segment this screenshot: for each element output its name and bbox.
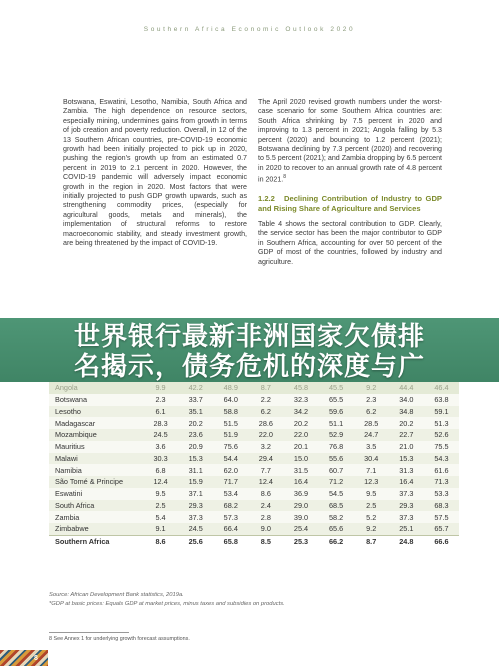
table-row	[49, 382, 459, 394]
value-cell: 9.0	[248, 523, 283, 535]
value-cell: 31.5	[283, 464, 318, 476]
value-cell: 60.7	[319, 464, 354, 476]
value-cell: 3.6	[143, 441, 178, 453]
value-cell: 24.5	[143, 429, 178, 441]
value-cell: 51.3	[424, 417, 459, 429]
country-cell: Namibia	[49, 464, 143, 476]
value-cell: 9.9	[143, 382, 178, 394]
table-row	[49, 453, 459, 465]
country-cell: Mauritius	[49, 441, 143, 453]
value-cell: 8.5	[248, 535, 283, 547]
value-cell: 55.6	[319, 453, 354, 465]
value-cell: 37.3	[178, 511, 213, 523]
left-column	[63, 98, 247, 252]
value-cell: 31.1	[178, 464, 213, 476]
value-cell: 54.5	[319, 488, 354, 500]
value-cell: 51.9	[213, 429, 248, 441]
value-cell: 6.2	[248, 406, 283, 418]
overlay-banner-text	[0, 322, 499, 382]
value-cell: 31.3	[389, 464, 424, 476]
table-row	[49, 441, 459, 453]
value-cell: 12.4	[143, 476, 178, 488]
value-cell: 65.6	[319, 523, 354, 535]
value-cell: 45.5	[319, 382, 354, 394]
value-cell: 61.6	[424, 464, 459, 476]
left-paragraph: Botswana, Eswatini, Lesotho, Namibia, South Africa and Zambia. The high dependence on resource sectors, especially mining, undermines gains from growth in terms of job creation and poverty reduction. Overall, in 12 of the 13 Southern African countries, pre-COVID-19 economic growth had been initially projected to pick up in 2020, pushing the region's growth up from an estimated 0.7 percent in 2019 to 2.1 percent in 2020. However, the COVID-19 pandemic will adversely impact economic growth in the region in 2020. Most factors that were initially projected to push GDP growth upwards, such as strengthening commodity prices, (especially for agricultural goods, metals and minerals), the implementation of structural reforms to restore macroeconomic stability, and steady investment growth, are being threatened by the impact of COVID-19.	[63, 98, 247, 248]
banner-line-2: 名揭示，债务危机的深度与广	[73, 352, 425, 382]
value-cell: 15.0	[283, 453, 318, 465]
value-cell: 34.2	[283, 406, 318, 418]
value-cell: 3.2	[248, 441, 283, 453]
value-cell: 48.9	[213, 382, 248, 394]
value-cell: 37.3	[389, 488, 424, 500]
value-cell: 58.2	[319, 511, 354, 523]
value-cell: 29.4	[248, 453, 283, 465]
value-cell: 59.6	[319, 406, 354, 418]
value-cell: 35.1	[178, 406, 213, 418]
value-cell: 8.7	[248, 382, 283, 394]
value-cell: 7.1	[354, 464, 389, 476]
value-cell: 24.8	[389, 535, 424, 547]
value-cell: 20.2	[283, 417, 318, 429]
value-cell: 2.5	[354, 500, 389, 512]
value-cell: 2.2	[248, 394, 283, 406]
value-cell: 57.3	[213, 511, 248, 523]
table-row	[49, 535, 459, 547]
value-cell: 71.7	[213, 476, 248, 488]
value-cell: 16.4	[389, 476, 424, 488]
table-row	[49, 406, 459, 418]
value-cell: 6.2	[354, 406, 389, 418]
value-cell: 54.3	[424, 453, 459, 465]
value-cell: 22.0	[248, 429, 283, 441]
table-notes	[49, 591, 285, 608]
table-row	[49, 429, 459, 441]
value-cell: 75.5	[424, 441, 459, 453]
value-cell: 24.7	[354, 429, 389, 441]
subheading-number: 1.2.2	[258, 194, 275, 204]
value-cell: 53.3	[424, 488, 459, 500]
country-cell: Lesotho	[49, 406, 143, 418]
value-cell: 20.9	[178, 441, 213, 453]
banner-line-1: 世界银行最新非洲国家欠债排	[73, 322, 425, 352]
value-cell: 25.6	[178, 535, 213, 547]
value-cell: 2.4	[248, 500, 283, 512]
value-cell: 33.7	[178, 394, 213, 406]
value-cell: 66.6	[424, 535, 459, 547]
value-cell: 20.2	[389, 417, 424, 429]
subheading-text: Declining Contribution of Industry to GDP and Rising Share of Agriculture and Services	[258, 194, 442, 214]
value-cell: 62.0	[213, 464, 248, 476]
value-cell: 29.0	[283, 500, 318, 512]
value-cell: 8.6	[248, 488, 283, 500]
value-cell: 9.5	[354, 488, 389, 500]
value-cell: 7.7	[248, 464, 283, 476]
value-cell: 20.2	[178, 417, 213, 429]
value-cell: 68.2	[213, 500, 248, 512]
table-row	[49, 488, 459, 500]
value-cell: 68.3	[424, 500, 459, 512]
value-cell: 5.4	[143, 511, 178, 523]
value-cell: 71.3	[424, 476, 459, 488]
value-cell: 9.2	[354, 523, 389, 535]
value-cell: 63.8	[424, 394, 459, 406]
value-cell: 51.1	[319, 417, 354, 429]
value-cell: 23.6	[178, 429, 213, 441]
value-cell: 29.3	[178, 500, 213, 512]
value-cell: 12.4	[248, 476, 283, 488]
value-cell: 20.1	[283, 441, 318, 453]
table-row	[49, 511, 459, 523]
right-paragraph-1: The April 2020 revised growth numbers under the worst-case scenario for some Southern Africa countries are: South Africa shrinking by 7.5 percent in 2020 and improving to 1.3 percent in 2021; Angola falling by 5.3 percent (2020) and bouncing to 1.2 percent (2021); Botswana declining by 7.3 percent (2020) and recovering to 5.5 percent (2021); and Zambia dropping by 6.5 percent in 2020 to recover to an annual growth rate of 4.8 percent in 2021.$^8$	[258, 98, 442, 184]
country-cell: Southern Africa	[49, 535, 143, 547]
value-cell: 3.5	[354, 441, 389, 453]
value-cell: 54.4	[213, 453, 248, 465]
footnote-divider	[49, 632, 129, 633]
value-cell: 9.1	[143, 523, 178, 535]
value-cell: 59.1	[424, 406, 459, 418]
value-cell: 5.2	[354, 511, 389, 523]
table-gdp-note: *GDP at basic prices: Equals GDP at market prices, minus taxes and subsidies on products.	[49, 600, 285, 607]
value-cell: 66.4	[213, 523, 248, 535]
footnote-marker: 8	[283, 174, 287, 181]
section-subheading	[258, 194, 442, 214]
table-row	[49, 394, 459, 406]
value-cell: 2.5	[143, 500, 178, 512]
value-cell: 24.5	[178, 523, 213, 535]
country-cell: Madagascar	[49, 417, 143, 429]
value-cell: 52.9	[319, 429, 354, 441]
country-cell: Malawi	[49, 453, 143, 465]
country-cell: Zimbabwe	[49, 523, 143, 535]
value-cell: 34.0	[389, 394, 424, 406]
value-cell: 39.0	[283, 511, 318, 523]
running-header: Southern Africa Economic Outlook 2020	[143, 26, 356, 33]
right-column	[258, 98, 442, 270]
value-cell: 2.3	[354, 394, 389, 406]
value-cell: 28.6	[248, 417, 283, 429]
value-cell: 36.9	[283, 488, 318, 500]
value-cell: 28.5	[354, 417, 389, 429]
value-cell: 68.5	[319, 500, 354, 512]
table-row	[49, 464, 459, 476]
table-row	[49, 500, 459, 512]
sector-gdp-table	[49, 382, 459, 548]
value-cell: 15.3	[389, 453, 424, 465]
table-source: Source: African Development Bank statistics, 2019a.	[49, 592, 184, 598]
country-cell: Eswatini	[49, 488, 143, 500]
value-cell: 34.8	[389, 406, 424, 418]
value-cell: 51.5	[213, 417, 248, 429]
value-cell: 64.0	[213, 394, 248, 406]
right-paragraph-2: Table 4 shows the sectoral contribution to GDP. Clearly, the service sector has been the major contributor to GDP in Southern Africa, accounting for over 50 percent of the GDP of most of the countries, followed by industry and agriculture.	[258, 220, 442, 266]
table-row	[49, 523, 459, 535]
value-cell: 12.3	[354, 476, 389, 488]
value-cell: 75.6	[213, 441, 248, 453]
value-cell: 2.8	[248, 511, 283, 523]
value-cell: 22.0	[283, 429, 318, 441]
country-cell: Mozambique	[49, 429, 143, 441]
country-cell: São Tomé & Principe	[49, 476, 143, 488]
value-cell: 57.5	[424, 511, 459, 523]
value-cell: 25.1	[389, 523, 424, 535]
value-cell: 71.2	[319, 476, 354, 488]
value-cell: 37.3	[389, 511, 424, 523]
table-row	[49, 476, 459, 488]
value-cell: 65.8	[213, 535, 248, 547]
value-cell: 8.6	[143, 535, 178, 547]
page-number: 8	[34, 655, 38, 662]
value-cell: 21.0	[389, 441, 424, 453]
value-cell: 76.8	[319, 441, 354, 453]
table-row	[49, 417, 459, 429]
value-cell: 15.9	[178, 476, 213, 488]
value-cell: 9.2	[354, 382, 389, 394]
value-cell: 6.8	[143, 464, 178, 476]
value-cell: 45.8	[283, 382, 318, 394]
value-cell: 28.3	[143, 417, 178, 429]
value-cell: 53.4	[213, 488, 248, 500]
value-cell: 15.3	[178, 453, 213, 465]
value-cell: 44.4	[389, 382, 424, 394]
value-cell: 65.5	[319, 394, 354, 406]
value-cell: 29.3	[389, 500, 424, 512]
country-cell: South Africa	[49, 500, 143, 512]
value-cell: 46.4	[424, 382, 459, 394]
country-cell: Botswana	[49, 394, 143, 406]
value-cell: 37.1	[178, 488, 213, 500]
value-cell: 2.3	[143, 394, 178, 406]
value-cell: 66.2	[319, 535, 354, 547]
footnote: 8 See Annex 1 for underlying growth forecast assumptions.	[49, 636, 190, 642]
country-cell: Angola	[49, 382, 143, 394]
country-cell: Zambia	[49, 511, 143, 523]
value-cell: 30.3	[143, 453, 178, 465]
value-cell: 9.5	[143, 488, 178, 500]
value-cell: 30.4	[354, 453, 389, 465]
value-cell: 58.8	[213, 406, 248, 418]
value-cell: 52.6	[424, 429, 459, 441]
value-cell: 22.7	[389, 429, 424, 441]
page-decoration	[0, 650, 48, 666]
value-cell: 25.3	[283, 535, 318, 547]
value-cell: 25.4	[283, 523, 318, 535]
value-cell: 32.3	[283, 394, 318, 406]
value-cell: 8.7	[354, 535, 389, 547]
value-cell: 42.2	[178, 382, 213, 394]
value-cell: 6.1	[143, 406, 178, 418]
value-cell: 65.7	[424, 523, 459, 535]
value-cell: 16.4	[283, 476, 318, 488]
